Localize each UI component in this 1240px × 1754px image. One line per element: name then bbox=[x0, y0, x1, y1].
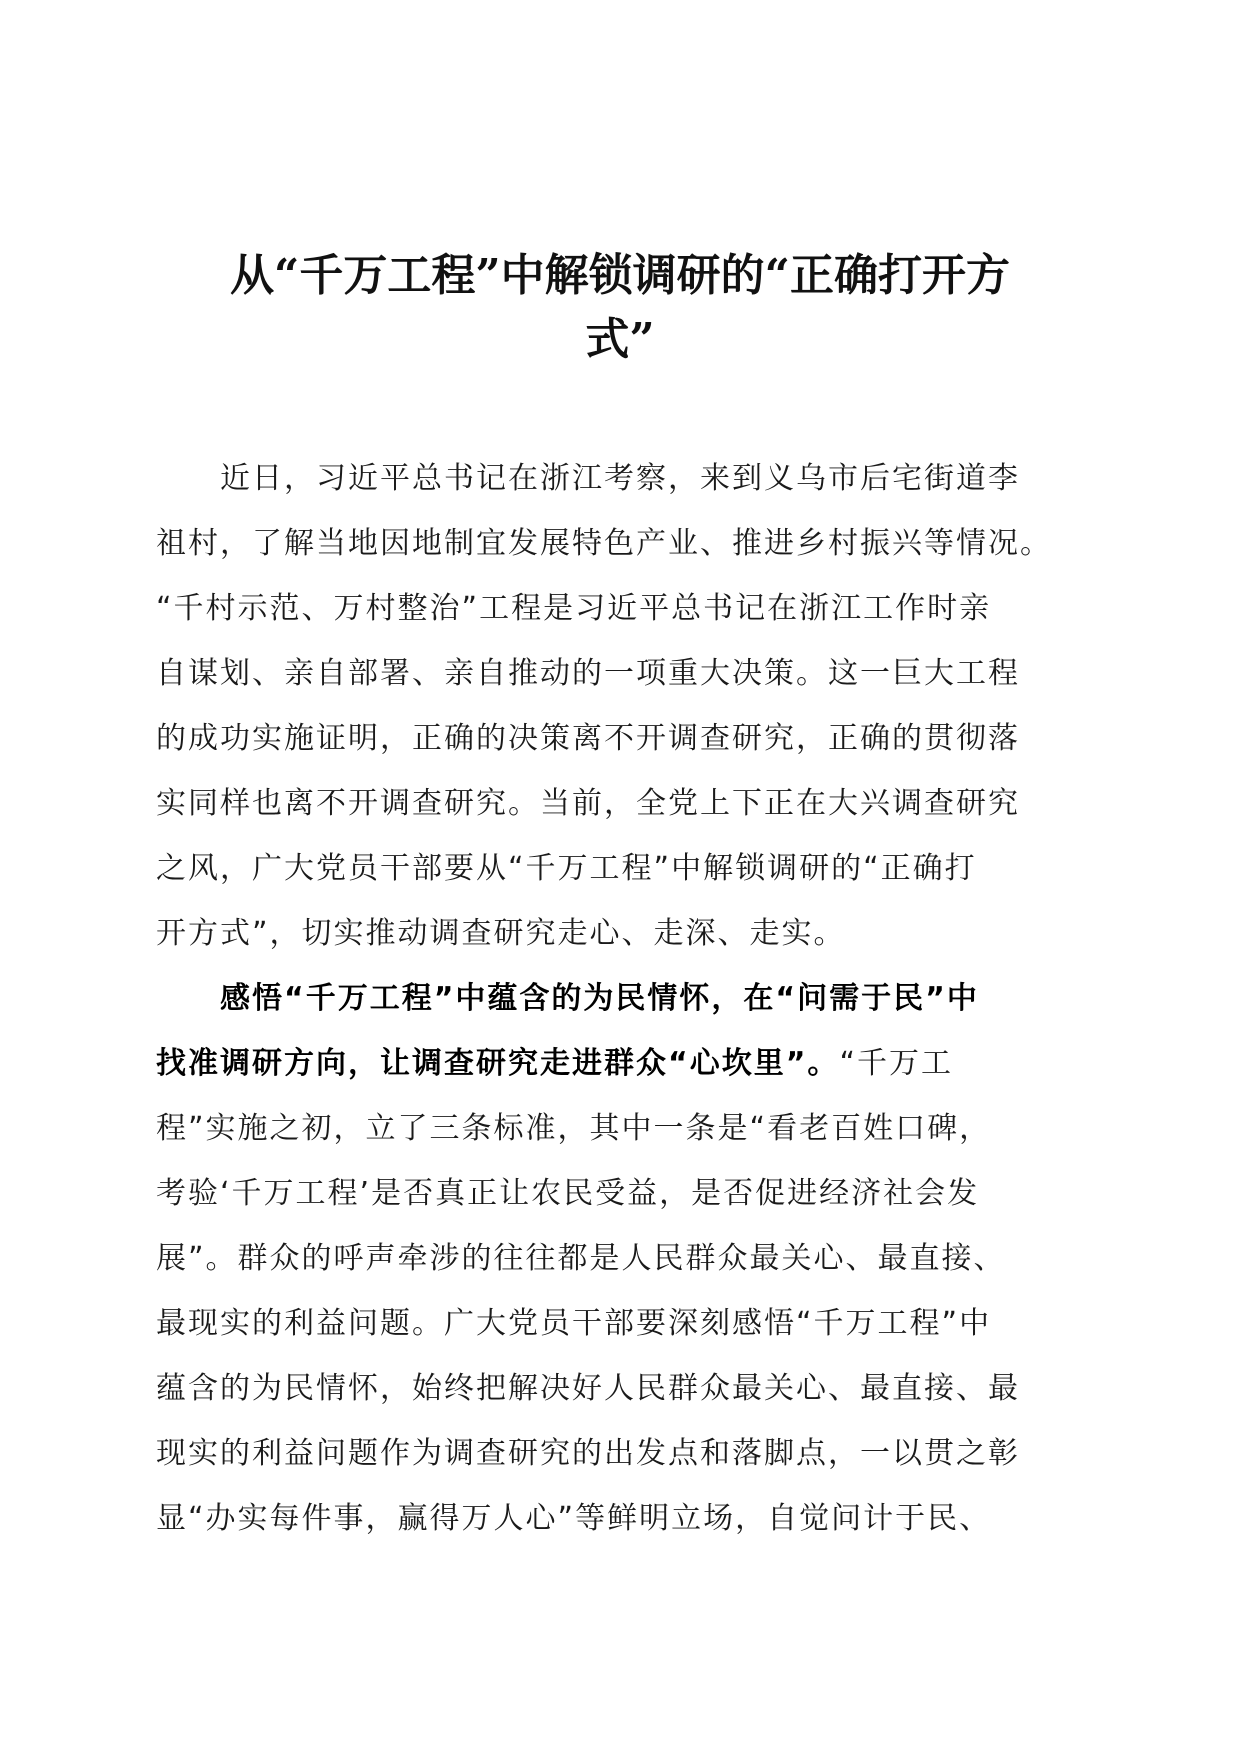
paragraph-1 bbox=[156, 446, 1086, 966]
paragraph-line: 开方式”，切实推动调查研究走心、走深、走实。 bbox=[156, 916, 846, 951]
document-title-line-1: 从“千万工程”中解锁调研的“正确打开方 bbox=[230, 250, 1010, 301]
paragraph-line: 近日，习近平总书记在浙江考察，来到义乌市后宅街道李 bbox=[220, 461, 1020, 496]
paragraph-line-mixed bbox=[156, 1031, 1086, 1096]
paragraph-2 bbox=[156, 966, 1086, 1551]
paragraph-line: 实同样也离不开调查研究。当前，全党上下正在大兴调查研究 bbox=[156, 786, 1020, 821]
section-heading-line: 感悟“千万工程”中蕴含的为民情怀，在“问需于民”中 bbox=[220, 981, 979, 1016]
paragraph-line: 祖村，了解当地因地制宜发展特色产业、推进乡村振兴等情况。 bbox=[156, 526, 1052, 561]
paragraph-line: 自谋划、亲自部署、亲自推动的一项重大决策。这一巨大工程 bbox=[156, 656, 1020, 691]
paragraph-line: 最现实的利益问题。广大党员干部要深刻感悟“千万工程”中 bbox=[156, 1306, 992, 1341]
section-heading-line: 找准调研方向，让调查研究走进群众“心坎里”。 bbox=[156, 1046, 840, 1081]
paragraph-line: 蕴含的为民情怀，始终把解决好人民群众最关心、最直接、最 bbox=[156, 1371, 1020, 1406]
paragraph-line: 程”实施之初，立了三条标准，其中一条是“看老百姓口碑， bbox=[156, 1111, 992, 1146]
paragraph-line: 之风，广大党员干部要从“千万工程”中解锁调研的“正确打 bbox=[156, 851, 977, 886]
paragraph-line: 的成功实施证明，正确的决策离不开调查研究，正确的贯彻落 bbox=[156, 721, 1020, 756]
paragraph-text: “千万工 bbox=[839, 1046, 953, 1081]
paragraph-line: 展”。群众的呼声牵涉的往往都是人民群众最关心、最直接、 bbox=[156, 1241, 1006, 1276]
paragraph-line: 现实的利益问题作为调查研究的出发点和落脚点，一以贯之彰 bbox=[156, 1436, 1020, 1471]
paragraph-line: “千村示范、万村整治”工程是习近平总书记在浙江工作时亲 bbox=[156, 591, 992, 626]
document-title-line-2: 式” bbox=[585, 314, 655, 365]
paragraph-line: 考验‘千万工程’是否真正让农民受益，是否促进经济社会发 bbox=[156, 1176, 980, 1211]
paragraph-line: 显“办实每件事，赢得万人心”等鲜明立场，自觉问计于民、 bbox=[156, 1501, 992, 1536]
